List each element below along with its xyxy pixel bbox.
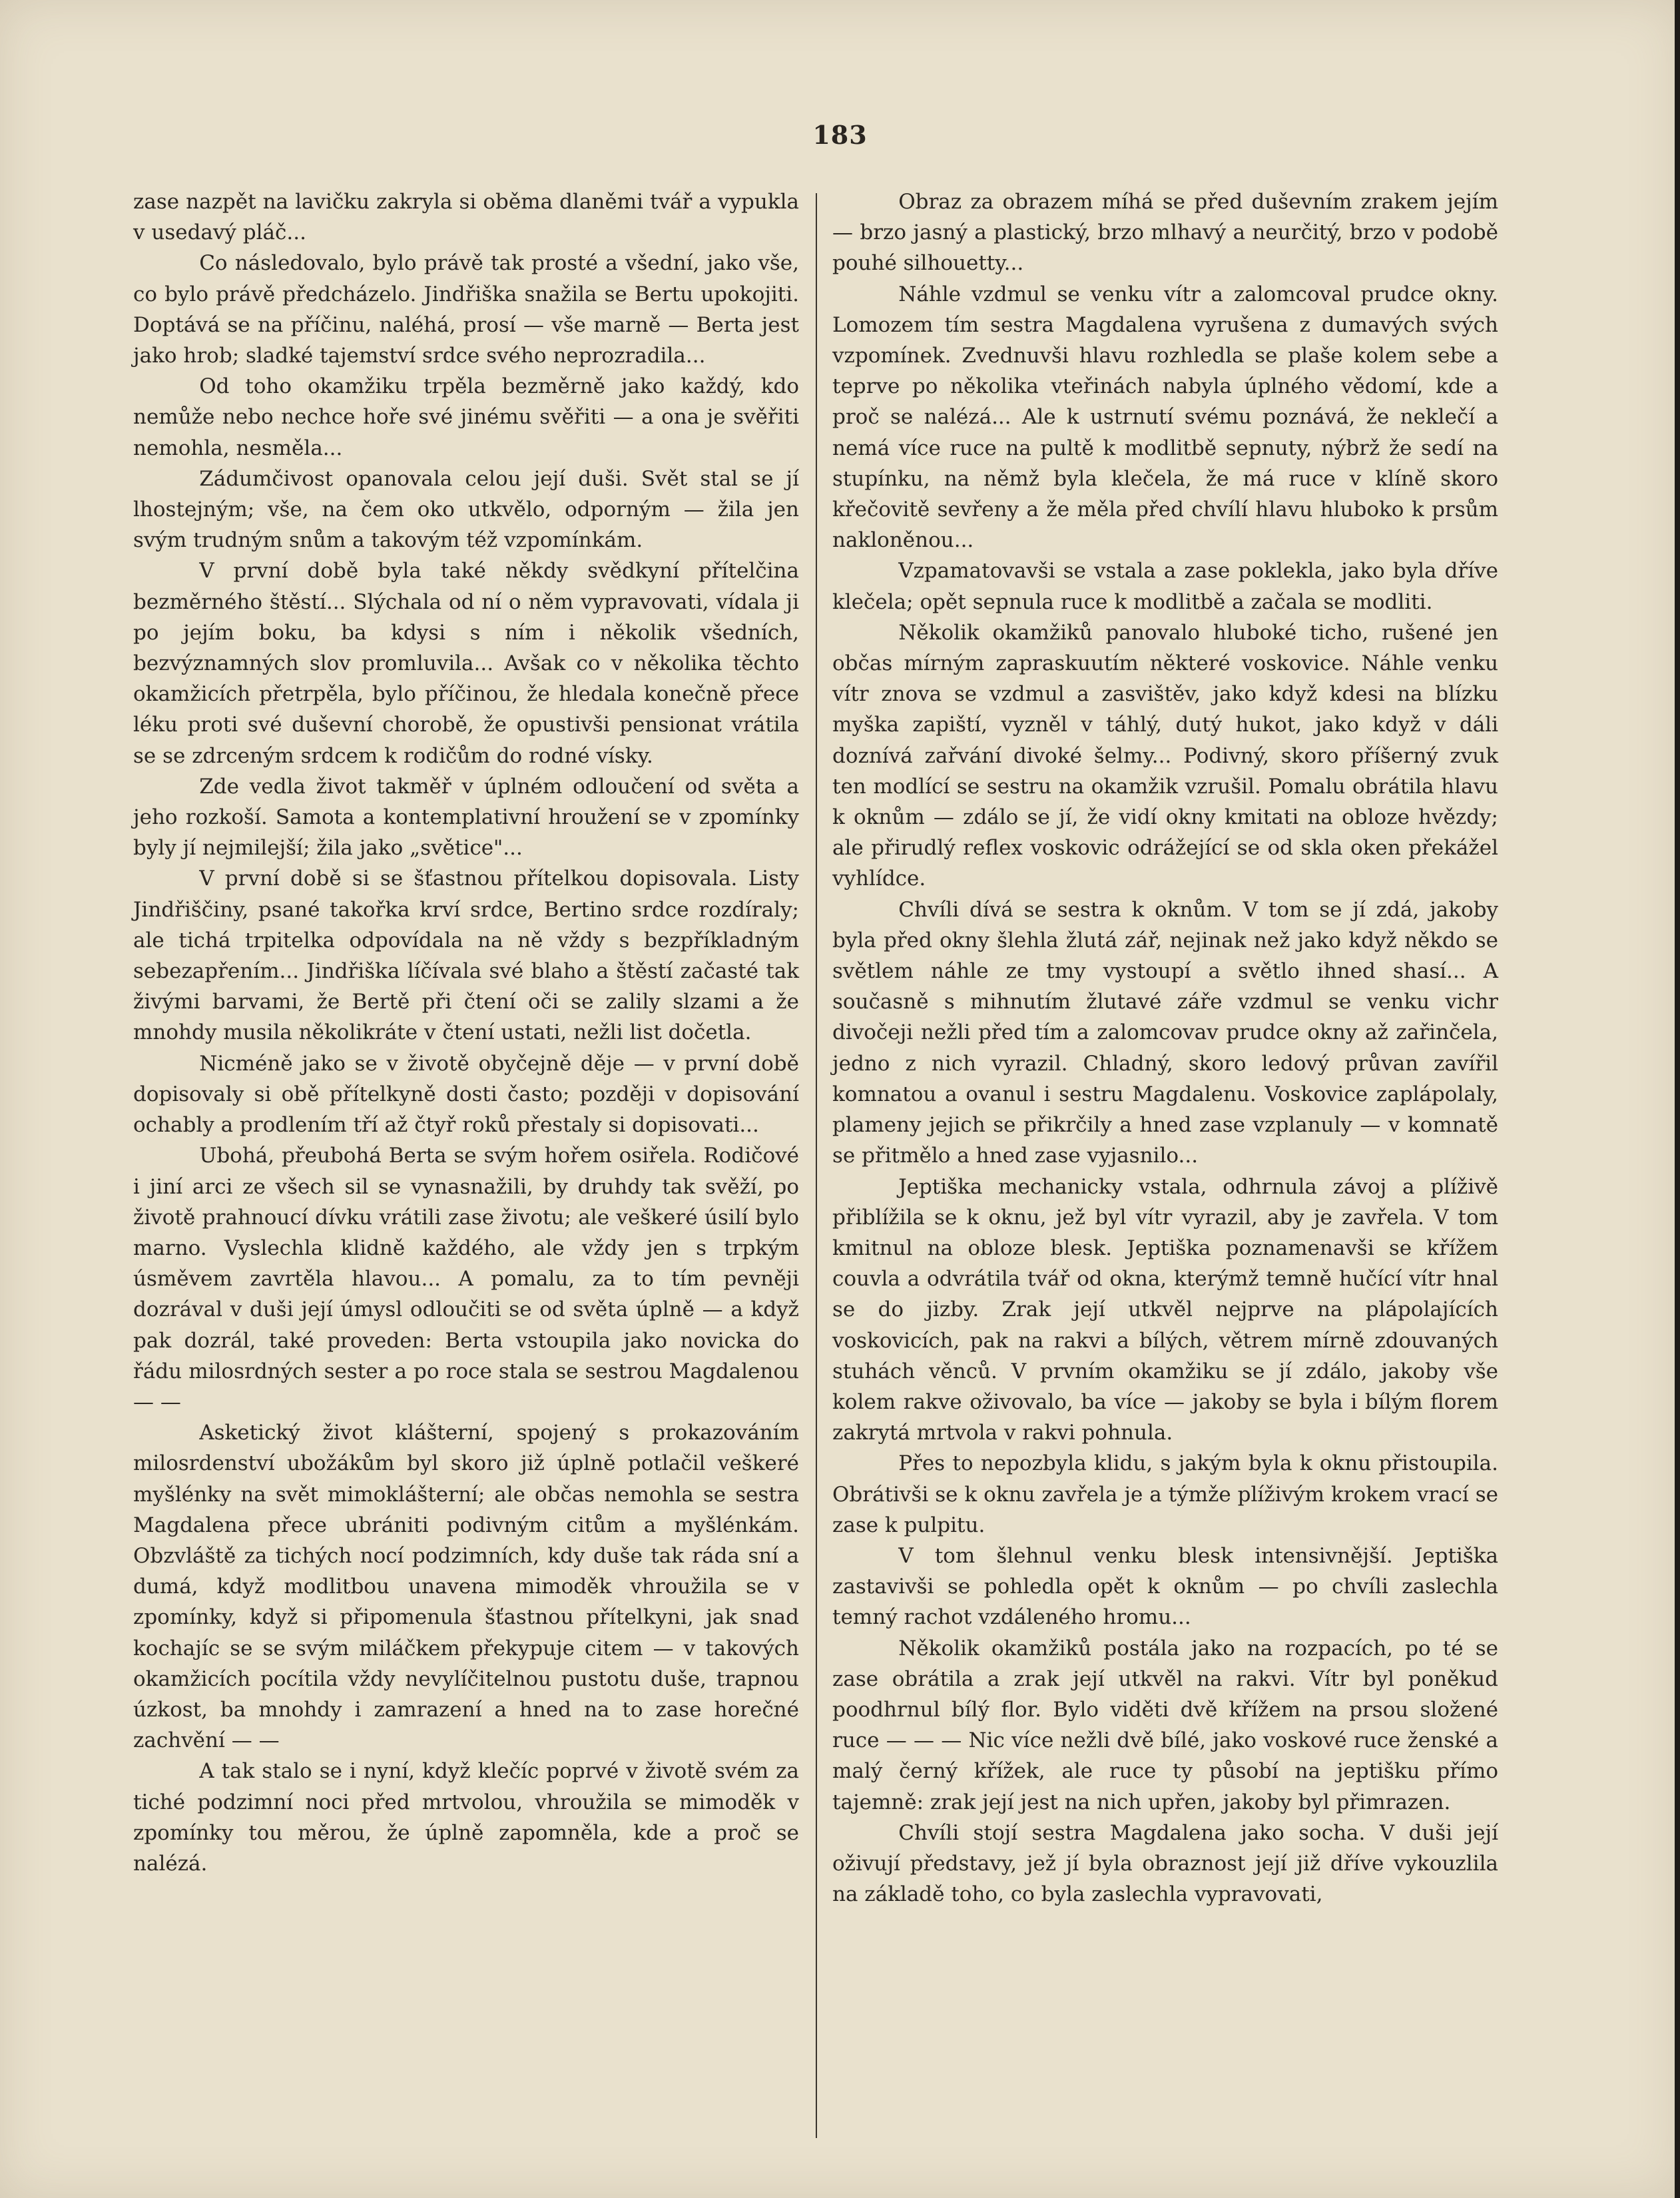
paragraph: V první době si se šťastnou přítelkou dopisovala. Listy Jindřiščiny, psané takořka krví srdce, Bertino srdce rozdíraly; ale tichá trpitelka odpovídala na ně vždy s bezpříkladným sebezapřením... Jindřiška líčívala své blaho a štěstí začasté tak živými barvami, že Bertě při čtení oči se zalily slzami a že mnohdy musila několikráte v čtení ustati, nežli list dočetla.	[133, 867, 799, 1045]
paragraph: V první době byla také někdy svědkyní přítelčina bezměrného štěstí... Slýchala od ní o něm vypravovati, vídala ji po jejím boku, ba kdysi s ním i několik všedních, bezvýznamných slov promluvila... Avšak co v několika těchto okamžicích přetrpěla, bylo příčinou, že hledala konečně přece léku proti své duševní chorobě, že opustivši pensionat vrátila se se zdrceným srdcem k rodičům do rodné vísky.	[133, 559, 799, 768]
paragraph: Zde vedla život takměř v úplném odloučení od světa a jeho rozkoší. Samota a kontemplativní hroužení se v zpomínky byly jí nejmilejší; žila jako „světice"...	[133, 774, 799, 861]
paragraph: V tom šlehnul venku blesk intensivnější. Jeptiška zastavivši se pohledla opět k oknům — po chvíli zaslechla temný rachot vzdáleného hromu...	[832, 1543, 1498, 1630]
column-divider	[816, 193, 817, 2138]
paragraph: Několik okamžiků postála jako na rozpacích, po té se zase obrátila a zrak její utkvěl na rakvi. Vítr byl poněkud poodhrnul bílý flor. Bylo viděti dvě křížem na prsou složené ruce — — — Nic více nežli dvě bílé, jako voskové ruce ženské a malý černý křížek, ale ruce ty působí na jeptišku přímo tajemně: zrak její jest na nich upřen, jakoby byl přimrazen.	[832, 1636, 1498, 1814]
paragraph: Přes to nepozbyla klidu, s jakým byla k oknu přistoupila. Obrátivši se k oknu zavřela je a týmže plíživým krokem vrací se zase k pulpitu.	[832, 1451, 1498, 1537]
paragraph: Co následovalo, bylo právě tak prosté a všední, jako vše, co bylo právě předcházelo. Jindřiška snažila se Bertu upokojiti. Doptává se na příčinu, naléhá, prosí — vše marně — Berta jest jako hrob; sladké tajemství srdce svého neprozradila...	[133, 251, 799, 368]
page-number: 183	[812, 120, 868, 150]
paragraph: Vzpamatovavši se vstala a zase poklekla, jako byla dříve klečela; opět sepnula ruce k modlitbě a začala se modliti.	[832, 559, 1498, 614]
paragraph: Ubohá, přeubohá Berta se svým hořem osiřela. Rodičové i jiní arci ze všech sil se vynasnažili, by druhdy tak svěží, po životě prahnoucí dívku vrátili zase životu; ale veškeré úsilí bylo marno. Vyslechla klidně každého, ale vždy jen s trpkým úsměvem zavrtěla hlavou... A pomalu, za to tím pevněji dozrával v duši její úmysl odloučiti se od světa úplně — a když pak dozrál, také proveden: Berta vstoupila jako novicka do řádu milosrdných sester a po roce stala se sestrou Magdalenou — —	[133, 1144, 799, 1414]
paragraph: Nicméně jako se v životě obyčejně děje — v první době dopisovaly si obě přítelkyně dosti často; později v dopisování ochably a prodlením tří až čtyř roků přestaly si dopisovati...	[133, 1051, 799, 1138]
paragraph: Obraz za obrazem míhá se před duševním zrakem jejím — brzo jasný a plastický, brzo mlhavý a neurčitý, brzo v podobě pouhé silhouetty...	[832, 190, 1498, 276]
paragraph: Asketický život klášterní, spojený s prokazováním milosrdenství ubožákům byl skoro již úplně potlačil veškeré myšlénky na svět mimoklášterní; ale občas nemohla se sestra Magdalena přece ubrániti podivným citům a myšlénkám. Obzvláště za tichých nocí podzimních, kdy duše tak ráda sní a dumá, když modlitbou unavena mimoděk vhroužila se v zpomínky, když si připomenula šťastnou přítelkyni, jak snad kochajíc se se svým miláčkem překypuje citem — v takových okamžicích pocítila vždy nevylíčitelnou pustotu duše, trapnou úzkost, ba mnohdy i zamrazení a hned na to zase horečné zachvění — —	[133, 1421, 799, 1753]
right-column	[832, 186, 1498, 1910]
paragraph: A tak stalo se i nyní, když klečíc poprvé v životě svém za tiché podzimní noci před mrtvolou, vhroužila se mimoděk v zpomínky tou měrou, že úplně zapomněla, kde a proč se nalézá.	[133, 1759, 799, 1876]
paragraph: Od toho okamžiku trpěla bezměrně jako každý, kdo nemůže nebo nechce hoře své jinému svěřiti — a ona je svěřiti nemohla, nesměla...	[133, 374, 799, 460]
scan-edge	[1675, 0, 1680, 2198]
paragraph: Chvíli stojí sestra Magdalena jako socha. V duši její oživují představy, jež jí byla obraznost její již dříve vykouzlila na základě toho, co byla zaslechla vypravovati,	[832, 1820, 1498, 1907]
paragraph: Chvíli dívá se sestra k oknům. V tom se jí zdá, jakoby byla před okny šlehla žlutá zář, nejinak než jako když někdo se světlem náhle ze tmy vystoupí a světlo ihned shasí... A současně s mihnutím žlutavé záře vzdmul se venku vichr divočeji nežli před tím a zalomcovav prudce okny až zařinčela, jedno z nich vyrazil. Chladný, skoro ledový průvan zavířil komnatou a ovanul i sestru Magdalenu. Voskovice zaplápolaly, plameny jejich se přikrčily a hned zase vzplanuly — v komnatě se přitmělo a hned zase vyjasnilo...	[832, 897, 1498, 1168]
left-column	[133, 186, 799, 1879]
paragraph: Zádumčivost opanovala celou její duši. Svět stal se jí lhostejným; vše, na čem oko utkvělo, odporným — žila jen svým trudným snům a takovým též vzpomínkám.	[133, 466, 799, 553]
paragraph: Náhle vzdmul se venku vítr a zalomcoval prudce okny. Lomozem tím sestra Magdalena vyrušena z dumavých svých vzpomínek. Zvednuvši hlavu rozhledla se plaše kolem sebe a teprve po několika vteřinách nabyla úplného vědomí, kde a proč se nalézá... Ale k ustrnutí svému poznává, že neklečí a nemá více ruce na pultě k modlitbě sepnuty, nýbrž že sedí na stupínku, na němž byla klečela, že má ruce v klíně skoro křečovitě sevřeny a že měla před chvílí hlavu hluboko k prsům nakloněnou...	[832, 282, 1498, 553]
paragraph: Jeptiška mechanicky vstala, odhrnula závoj a plíživě přiblížila se k oknu, jež byl vítr vyrazil, aby je zavřela. V tom kmitnul na obloze blesk. Jeptiška poznamenavši se křížem couvla a odvrátila tvář od okna, kterýmž temně hučící vítr hnal se do jizby. Zrak její utkvěl nejprve na plápolajících voskovicích, pak na rakvi a bílých, větrem mírně zdouvaných stuhách věnců. V prvním okamžiku se jí zdálo, jakoby vše kolem rakve oživovalo, ba více — jakoby se byla i bílým florem zakrytá mrtvola v rakvi pohnula.	[832, 1174, 1498, 1445]
paragraph: zase nazpět na lavičku zakryla si oběma dlaněmi tvář a vypukla v usedavý pláč...	[133, 190, 799, 245]
paragraph: Několik okamžiků panovalo hluboké ticho, rušené jen občas mírným zapraskuutím některé voskovice. Náhle venku vítr znova se vzdmul a zasvištěv, jako když kdesi na blízku myška zapiští, vyzněl v táhlý, dutý hukot, jako když v dáli doznívá zařvání divoké šelmy... Podivný, skoro příšerný zvuk ten modlící se sestru na okamžik vzrušil. Pomalu obrátila hlavu k oknům — zdálo se jí, že vidí okny kmitati na obloze hvězdy; ale přirudlý reflex voskovic odrážející se od skla oken překážel vyhlídce.	[832, 620, 1498, 891]
